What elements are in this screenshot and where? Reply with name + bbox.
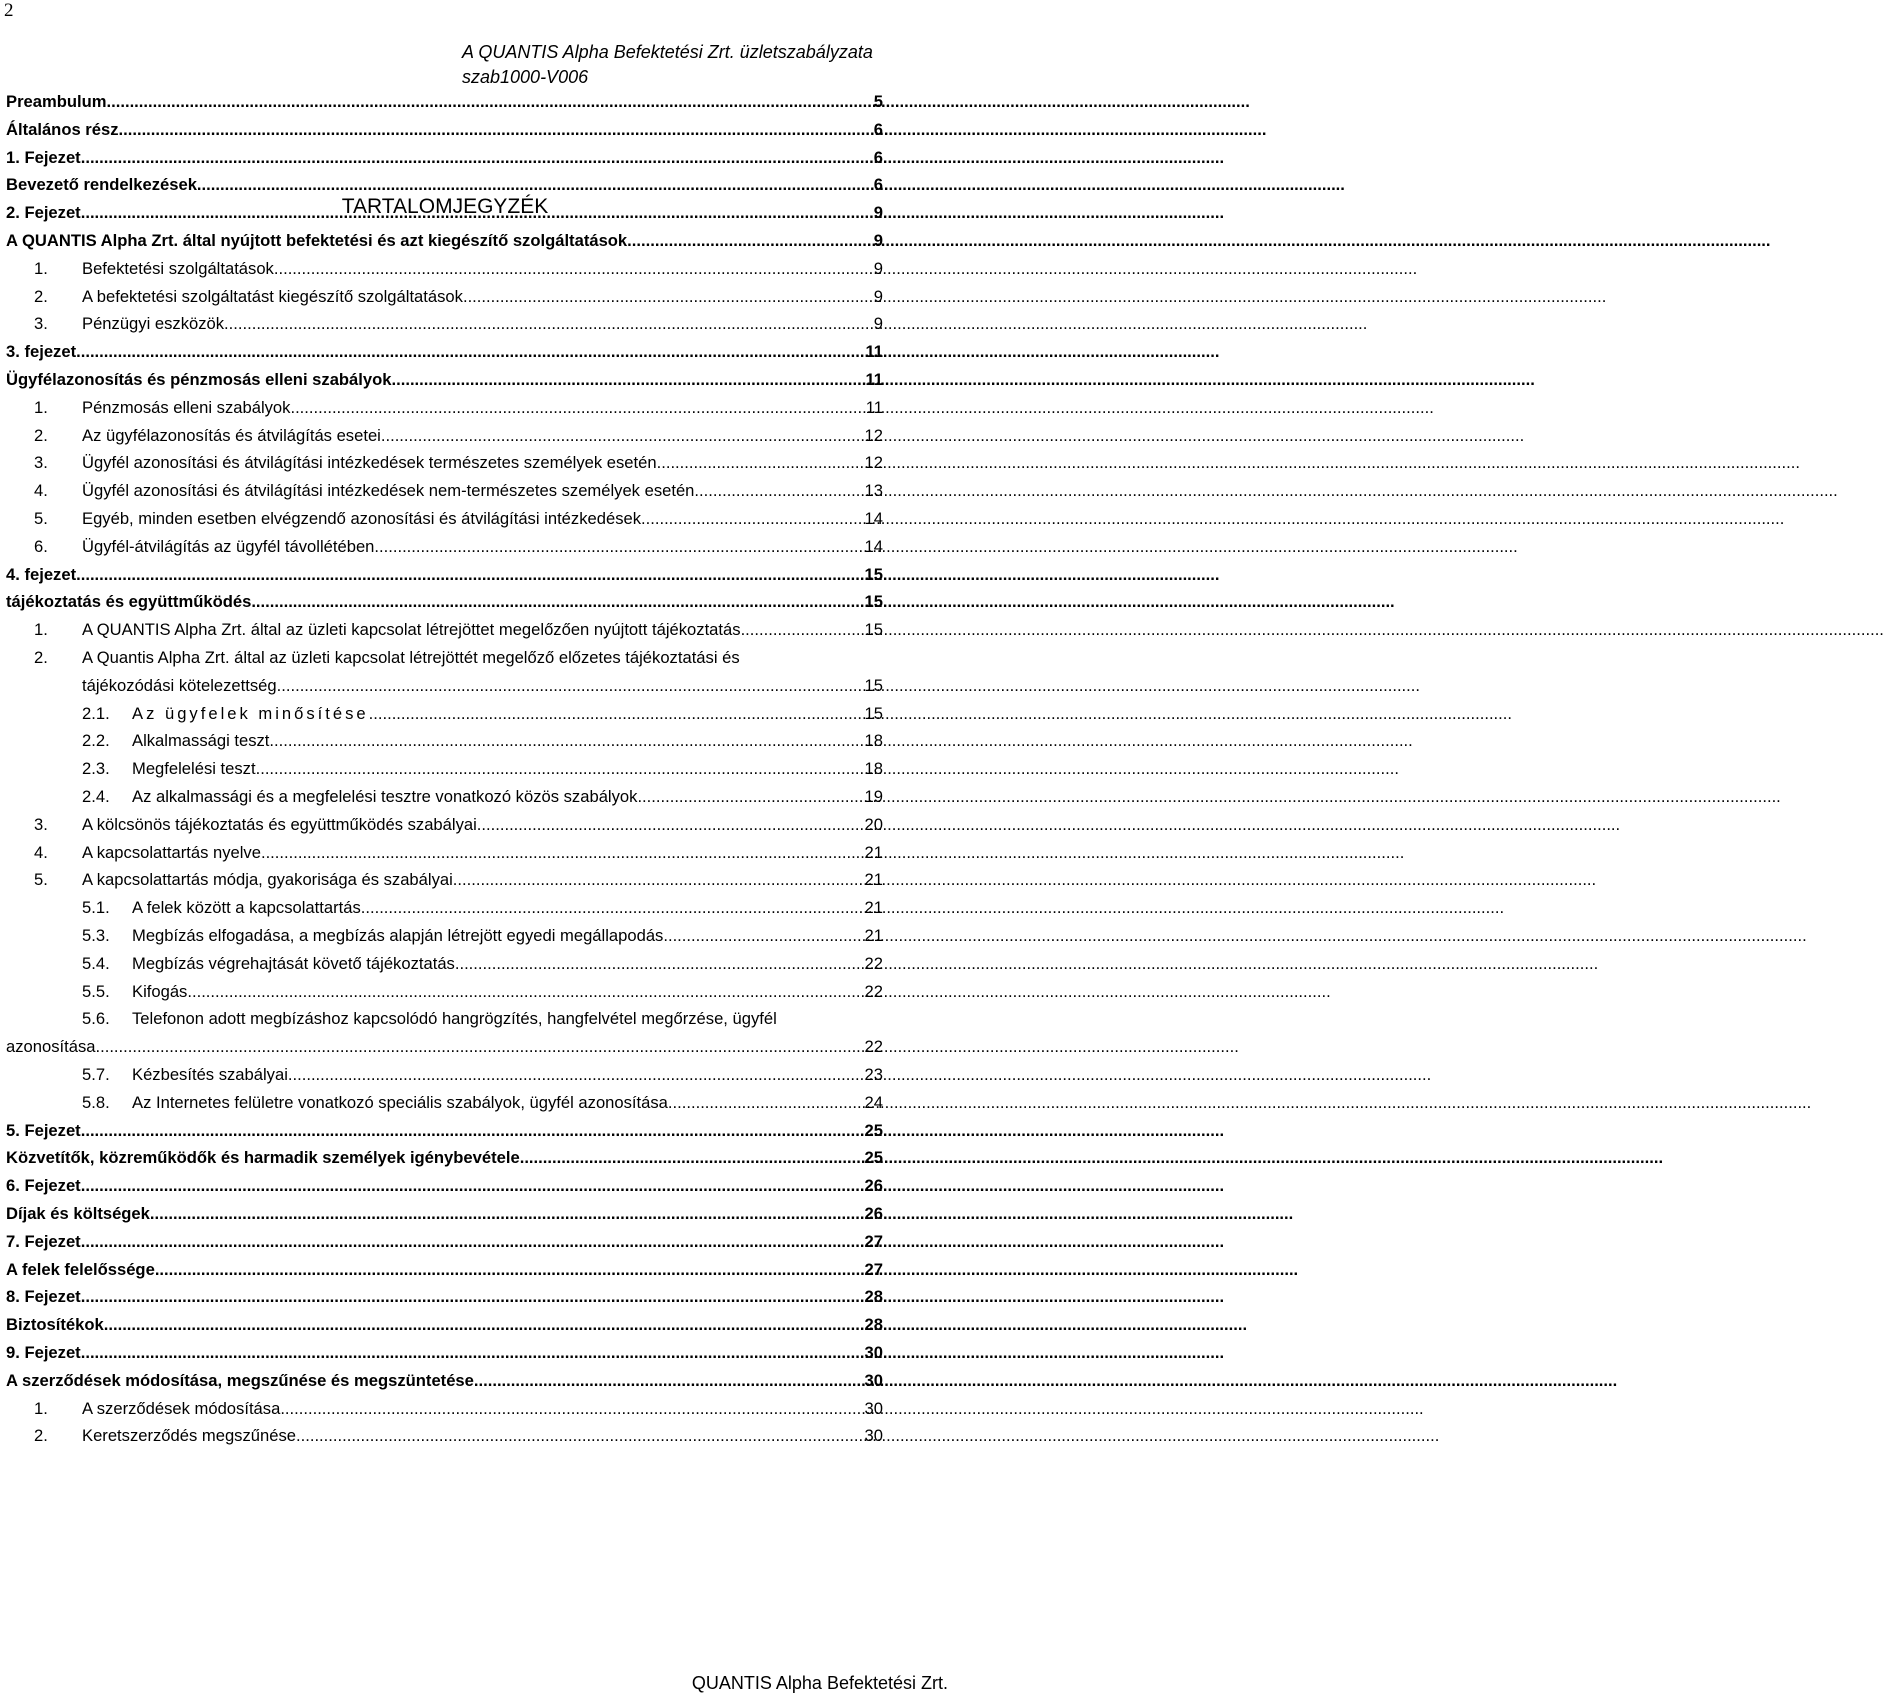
toc-leader-dots xyxy=(81,1174,863,1198)
toc-leader-dots xyxy=(224,312,872,336)
toc-entry[interactable] xyxy=(6,563,883,587)
toc-entry-number: 2.2. xyxy=(82,731,110,750)
toc-entry-page: 20 xyxy=(864,815,883,834)
toc-leader-dots xyxy=(477,813,863,837)
toc-entry-page: 18 xyxy=(864,759,883,778)
toc-entry-title: Alkalmassági teszt xyxy=(132,731,270,750)
toc-entry-title: A szerződések módosítása, megszűnése és megszüntetése xyxy=(6,1371,474,1390)
toc-leader-dots xyxy=(81,1285,863,1309)
toc-leader-dots xyxy=(76,563,862,587)
toc-entry[interactable] xyxy=(6,952,883,976)
toc-entry-title: 4. fejezet xyxy=(6,565,77,584)
toc-entry-page: 21 xyxy=(864,898,883,917)
toc-entry-page: 18 xyxy=(864,731,883,750)
toc-entry-title: 1. Fejezet xyxy=(6,148,81,167)
toc-leader-dots xyxy=(274,257,872,281)
toc-entry-title: Ügyfél-átvilágítás az ügyfél távollétében xyxy=(82,537,375,556)
toc-entry-page: 28 xyxy=(864,1287,883,1306)
toc-entry-page: 27 xyxy=(864,1260,883,1279)
toc-entry[interactable] xyxy=(6,1091,883,1115)
page-title: TARTALOMJEGYZÉK xyxy=(341,195,549,218)
toc-entry-title: azonosítása xyxy=(6,1037,96,1056)
toc-leader-dots xyxy=(361,896,863,920)
toc-entry-number: 2.3. xyxy=(82,759,110,778)
toc-entry-title: A felek felelőssége xyxy=(6,1260,155,1279)
toc-entry-title: Megfelelési teszt xyxy=(132,759,256,778)
toc-entry-title: 9. Fejezet xyxy=(6,1343,81,1362)
toc-entry-number: 5.8. xyxy=(82,1093,110,1112)
toc-entry-page: 11 xyxy=(865,398,883,417)
toc-entry[interactable] xyxy=(6,1424,883,1448)
toc-entry-title: A kapcsolattartás nyelve xyxy=(82,843,261,862)
toc-entry-number: 3. xyxy=(34,815,48,834)
toc-entry[interactable] xyxy=(6,507,883,531)
toc-entry-page: 15 xyxy=(864,676,883,695)
toc-entry-page: 25 xyxy=(864,1148,883,1167)
toc-entry[interactable] xyxy=(6,924,883,948)
toc-entry-page: 25 xyxy=(864,1121,883,1140)
toc-entry-page: 28 xyxy=(864,1315,883,1334)
toc-entry[interactable] xyxy=(6,1174,883,1198)
toc-entry[interactable] xyxy=(6,785,883,809)
toc-entry-number: 3. xyxy=(34,453,48,472)
toc-entry-title: Megbízás elfogadása, a megbízás alapján létrejött egyedi megállapodás xyxy=(132,926,664,945)
toc-entry-title: 5. Fejezet xyxy=(6,1121,81,1140)
toc-leader-dots xyxy=(256,757,863,781)
toc-entry-page: 9 xyxy=(873,314,883,333)
toc-entry[interactable] xyxy=(6,1063,883,1087)
toc-entry-title: A szerződések módosítása xyxy=(82,1399,281,1418)
toc-entry[interactable] xyxy=(6,1035,883,1059)
toc-entry-number: 2. xyxy=(34,1426,48,1445)
toc-entry[interactable] xyxy=(6,1258,883,1282)
toc-entry-number: 4. xyxy=(34,481,48,500)
toc-entry[interactable] xyxy=(6,674,883,698)
toc-entry-title: 7. Fejezet xyxy=(6,1232,81,1251)
toc-entry-page: 6 xyxy=(873,148,883,167)
toc-entry-number: 2.4. xyxy=(82,787,110,806)
toc-entry-page: 6 xyxy=(873,175,883,194)
toc-entry[interactable] xyxy=(6,368,883,392)
toc-leader-dots xyxy=(381,424,863,448)
toc-entry-title: A kapcsolattartás módja, gyakorisága és szabályai xyxy=(82,870,453,889)
toc-leader-dots xyxy=(627,229,872,253)
toc-entry-number: 5. xyxy=(34,509,48,528)
toc-entry-page: 30 xyxy=(864,1399,883,1418)
toc-entry-number: 2. xyxy=(34,287,48,306)
toc-entry[interactable] xyxy=(6,896,883,920)
toc-entry-page: 5 xyxy=(873,92,883,111)
toc-entry-number: 5.4. xyxy=(82,954,110,973)
toc-entry-number: 1. xyxy=(34,1399,48,1418)
toc-entry[interactable] xyxy=(6,229,883,253)
toc-leader-dots xyxy=(76,340,863,364)
toc-entry-title: Ügyfél azonosítási és átvilágítási intézkedések természetes személyek esetén xyxy=(82,453,657,472)
toc-entry-page: 21 xyxy=(864,870,883,889)
toc-leader-dots xyxy=(123,118,872,142)
toc-entry[interactable] xyxy=(6,702,883,726)
toc-entry-page: 14 xyxy=(864,509,883,528)
toc-entry-title: Preambulum xyxy=(6,92,107,111)
toc-entry[interactable] xyxy=(6,1202,883,1226)
toc-entry-number: 5.6. xyxy=(82,1009,110,1028)
toc-leader-dots xyxy=(280,1397,862,1421)
toc-leader-dots xyxy=(81,1341,863,1365)
toc-entry-title: Az alkalmassági és a megfelelési tesztre vonatkozó közös szabályok xyxy=(132,787,638,806)
toc-entry-title: Az ügyfelek minősítése xyxy=(132,704,369,723)
toc-entry[interactable] xyxy=(6,257,883,281)
toc-entry-number: 5.1. xyxy=(82,898,110,917)
header-code: szab1000-V006 xyxy=(462,67,589,87)
toc-leader-dots xyxy=(261,841,863,865)
toc-entry[interactable] xyxy=(6,535,883,559)
toc-leader-dots xyxy=(474,1369,863,1393)
toc-entry-page: 12 xyxy=(864,426,883,445)
toc-entry[interactable] xyxy=(6,1007,883,1031)
toc-entry-page: 9 xyxy=(873,287,883,306)
toc-leader-dots xyxy=(95,1035,862,1059)
toc-entry-title: tájékozódási kötelezettség xyxy=(82,676,277,695)
toc-entry-title: Díjak és költségek xyxy=(6,1204,150,1223)
toc-entry-title: 3. fejezet xyxy=(6,342,77,361)
toc-entry-title: Telefonon adott megbízáshoz kapcsolódó hangrögzítés, hangfelvétel megőrzése, ügyfél xyxy=(132,1009,777,1028)
toc-leader-dots xyxy=(296,1424,863,1448)
toc-entry-page: 22 xyxy=(864,1037,883,1056)
toc-entry-number: 2.1. xyxy=(82,704,110,723)
toc-entry-title: Pénzügyi eszközök xyxy=(82,314,225,333)
toc-entry[interactable] xyxy=(6,1146,883,1170)
toc-entry[interactable] xyxy=(6,590,883,614)
toc-leader-dots xyxy=(277,674,863,698)
toc-entry-page: 9 xyxy=(873,203,883,222)
toc-entry-title: Biztosítékok xyxy=(6,1315,104,1334)
toc-entry[interactable] xyxy=(6,1119,883,1143)
page-footer: QUANTIS Alpha Befektetési Zrt. xyxy=(691,1673,948,1693)
toc-entry-title: Ügyfélazonosítás és pénzmosás elleni szabályok xyxy=(6,370,392,389)
toc-leader-dots xyxy=(374,535,862,559)
toc-entry-number: 5.3. xyxy=(82,926,110,945)
toc-entry-number: 1. xyxy=(34,259,48,278)
toc-entry-title: A QUANTIS Alpha Zrt. által nyújtott befektetési és azt kiegészítő szolgáltatások xyxy=(6,231,628,250)
toc-entry[interactable] xyxy=(6,146,883,170)
toc-entry-page: 23 xyxy=(864,1065,883,1084)
toc-leader-dots xyxy=(520,1146,863,1170)
header-title: A QUANTIS Alpha Befektetési Zrt. üzletszabályzata xyxy=(462,42,873,62)
toc-entry[interactable] xyxy=(6,1230,883,1254)
toc-entry[interactable] xyxy=(6,424,883,448)
toc-entry[interactable] xyxy=(6,757,883,781)
toc-leader-dots xyxy=(741,618,863,642)
toc-entry[interactable] xyxy=(6,1285,883,1309)
toc-entry-page: 19 xyxy=(864,787,883,806)
toc-entry-page: 12 xyxy=(864,453,883,472)
toc-entry-title: A kölcsönös tájékoztatás és együttműködés szabályai xyxy=(82,815,477,834)
toc-leader-dots xyxy=(187,980,862,1004)
toc-entry-title: Megbízás végrehajtását követő tájékoztatás xyxy=(132,954,455,973)
toc-entry-title: A befektetési szolgáltatást kiegészítő szolgáltatások xyxy=(82,287,463,306)
toc-entry-number: 2. xyxy=(34,648,48,667)
toc-entry[interactable] xyxy=(6,396,883,420)
toc-entry-title: A QUANTIS Alpha Zrt. által az üzleti kapcsolat létrejöttet megelőzően nyújtott tájékoztatás xyxy=(82,620,741,639)
toc-leader-dots xyxy=(155,1258,863,1282)
toc-entry-title: 2. Fejezet xyxy=(6,203,81,222)
toc-leader-dots xyxy=(107,90,872,114)
toc-entry-title: Kifogás xyxy=(132,982,188,1001)
toc-entry[interactable] xyxy=(6,1341,883,1365)
toc-entry[interactable] xyxy=(6,1313,883,1337)
toc-entry-page: 15 xyxy=(864,704,883,723)
toc-entry-page: 13 xyxy=(864,481,883,500)
document-header xyxy=(462,40,873,90)
toc-entry[interactable] xyxy=(6,646,883,670)
toc-entry-title: Bevezető rendelkezések. xyxy=(6,175,202,194)
toc-entry-title: Keretszerződés megszűnése xyxy=(82,1426,296,1445)
toc-leader-dots xyxy=(453,868,863,892)
toc-entry-page: 9 xyxy=(873,231,883,250)
toc-leader-dots xyxy=(694,479,862,503)
toc-entry[interactable] xyxy=(6,479,883,503)
toc-entry[interactable] xyxy=(6,618,883,642)
toc-entry-number: 2. xyxy=(34,426,48,445)
toc-entry-page: 15 xyxy=(864,565,883,584)
toc-entry-title: Az ügyfélazonosítás és átvilágítás esetei xyxy=(82,426,381,445)
toc-leader-dots xyxy=(657,451,863,475)
toc-entry-title: A Quantis Alpha Zrt. által az üzleti kapcsolat létrejöttét megelőző előzetes tájékoztatási és xyxy=(82,648,740,667)
toc-entry-page: 15 xyxy=(864,592,883,611)
toc-entry-page: 21 xyxy=(864,843,883,862)
toc-entry-title: Általános rész. xyxy=(6,120,124,139)
toc-leader-dots xyxy=(663,924,862,948)
toc-entry-title: Egyéb, minden esetben elvégzendő azonosítási és átvilágítási intézkedések xyxy=(82,509,642,528)
toc-entry-page: 30 xyxy=(864,1371,883,1390)
toc-entry-page: 15 xyxy=(864,620,883,639)
toc-entry[interactable] xyxy=(6,340,883,364)
toc-leader-dots xyxy=(455,952,863,976)
toc-entry-page: 30 xyxy=(864,1343,883,1362)
toc-leader-dots xyxy=(202,173,872,197)
toc-leader-dots xyxy=(369,702,863,726)
toc-entry-title: Ügyfél azonosítási és átvilágítási intézkedések nem-természetes személyek esetén xyxy=(82,481,695,500)
toc-leader-dots xyxy=(104,1313,863,1337)
toc-entry-title: tájékoztatás és együttműködés xyxy=(6,592,252,611)
toc-entry-number: 5.7. xyxy=(82,1065,110,1084)
toc-entry-number: 5. xyxy=(34,870,48,889)
page-number: 2 xyxy=(4,0,14,21)
toc-entry[interactable] xyxy=(6,118,883,142)
toc-leader-dots xyxy=(81,1119,863,1143)
toc-entry-title: Kézbesítés szabályai xyxy=(132,1065,288,1084)
toc-entry-number: 1. xyxy=(34,620,48,639)
toc-entry-page: 26 xyxy=(864,1176,883,1195)
toc-entry-title: 6. Fejezet xyxy=(6,1176,81,1195)
toc-entry[interactable] xyxy=(6,173,883,197)
toc-entry-page: 11 xyxy=(865,342,883,361)
toc-entry-number: 4. xyxy=(34,843,48,862)
toc-leader-dots xyxy=(290,396,863,420)
toc-leader-dots xyxy=(150,1202,863,1226)
toc-leader-dots xyxy=(641,507,863,531)
toc-entry[interactable] xyxy=(6,201,883,225)
toc-entry[interactable] xyxy=(6,285,883,309)
toc-entry-page: 21 xyxy=(864,926,883,945)
toc-entry[interactable] xyxy=(6,1369,883,1393)
toc-entry[interactable] xyxy=(6,729,883,753)
toc-entry-page: 14 xyxy=(864,537,883,556)
toc-entry-page: 9 xyxy=(873,259,883,278)
toc-leader-dots xyxy=(392,368,864,392)
toc-entry[interactable] xyxy=(6,90,883,114)
toc-entry[interactable] xyxy=(6,868,883,892)
toc-entry[interactable] xyxy=(6,841,883,865)
toc-entry-number: 1. xyxy=(34,398,48,417)
toc-entry-number: 5.5. xyxy=(82,982,110,1001)
toc-entry[interactable] xyxy=(6,1397,883,1421)
toc-entry-page: 22 xyxy=(864,982,883,1001)
toc-leader-dots xyxy=(288,1063,863,1087)
toc-entry-page: 30 xyxy=(864,1426,883,1445)
toc-entry-title: A felek között a kapcsolattartás xyxy=(132,898,361,917)
toc-entry-page: 27 xyxy=(864,1232,883,1251)
toc-entry-number: 6. xyxy=(34,537,48,556)
toc-entry[interactable] xyxy=(6,451,883,475)
toc-entry[interactable] xyxy=(6,813,883,837)
toc-entry-title: Befektetési szolgáltatások xyxy=(82,259,274,278)
toc-entry-title: 8. Fejezet xyxy=(6,1287,81,1306)
toc-leader-dots xyxy=(463,285,872,309)
toc-entry[interactable] xyxy=(6,980,883,1004)
toc-entry-title: Pénzmosás elleni szabályok xyxy=(82,398,291,417)
toc-leader-dots xyxy=(668,1091,863,1115)
toc-entry-page: 6 xyxy=(873,120,883,139)
toc-leader-dots xyxy=(269,729,862,753)
toc-entry[interactable] xyxy=(6,312,883,336)
toc-entry-page: 22 xyxy=(864,954,883,973)
toc-leader-dots xyxy=(251,590,862,614)
toc-leader-dots xyxy=(81,1230,863,1254)
toc-entry-title: Az Internetes felületre vonatkozó speciális szabályok, ügyfél azonosítása xyxy=(132,1093,668,1112)
toc-entry-page: 24 xyxy=(864,1093,883,1112)
toc-leader-dots xyxy=(81,146,872,170)
toc-entry-number: 3. xyxy=(34,314,48,333)
toc-entry-title: Közvetítők, közreműködők és harmadik személyek igénybevétele xyxy=(6,1148,520,1167)
toc-entry-page: 26 xyxy=(864,1204,883,1223)
toc-entry-page: 11 xyxy=(865,370,883,389)
toc-leader-dots xyxy=(81,201,872,225)
toc-leader-dots xyxy=(637,785,862,809)
